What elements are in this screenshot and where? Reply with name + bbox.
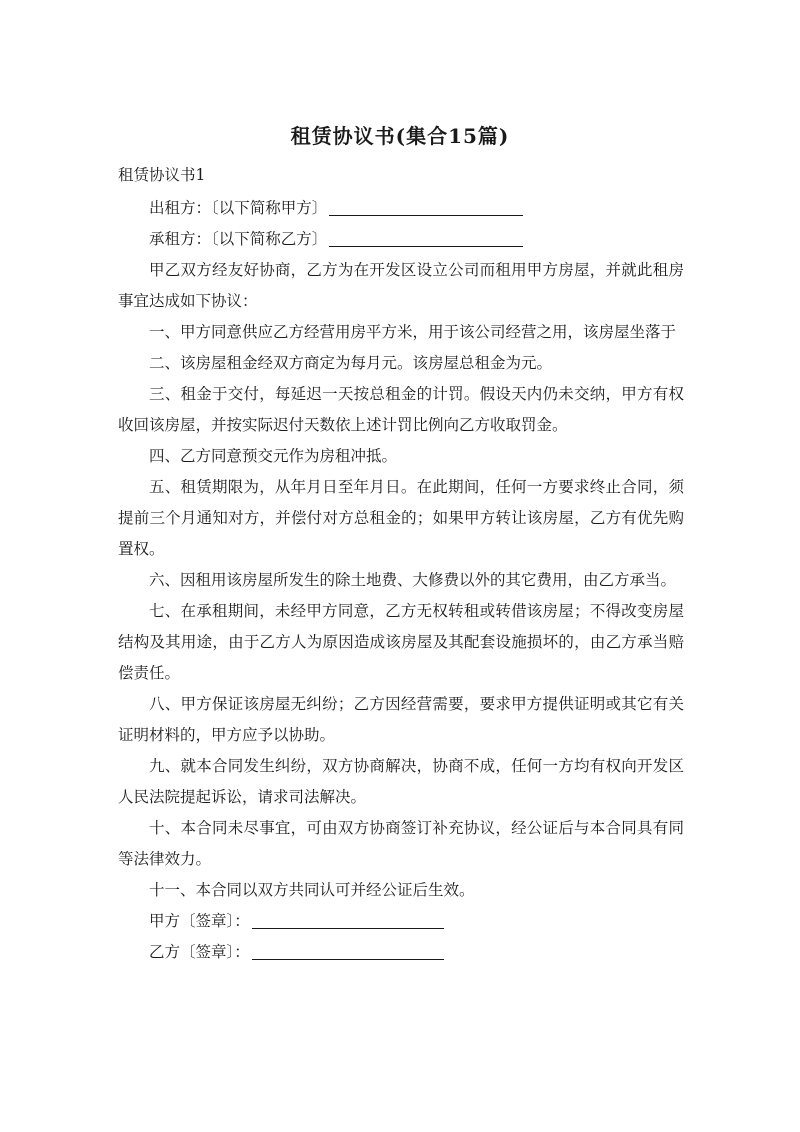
clause-11: 十一、本合同以双方共同认可并经公证后生效。 (149, 881, 475, 899)
section-heading: 租赁协议书1 (118, 166, 206, 184)
clause-5: 五、租赁期限为，从年月日至年月日。在此期间，任何一方要求终止合同，须提前三个月通知对方，并偿付对方总租金的；如果甲方转让该房屋，乙方有优先购置权。 (118, 478, 684, 558)
lessee-label: 承租方：〔以下简称乙方〕 (149, 230, 328, 248)
lessor-line (118, 193, 684, 224)
clause-6: 六、因租用该房屋所发生的除土地费、大修费以外的其它费用，由乙方承当。 (149, 571, 677, 589)
party-b-sign-label: 乙方〔签章〕： (149, 943, 250, 961)
clause-1: 一、甲方同意供应乙方经营用房平方米，用于该公司经营之用，该房屋坐落于 (149, 323, 677, 341)
clause-8: 八、甲方保证该房屋无纠纷；乙方因经营需要，要求甲方提供证明或其它有关证明材料的，甲方应予以协助。 (118, 695, 684, 744)
clause-7: 七、在承租期间，未经甲方同意，乙方无权转租或转借该房屋；不得改变房屋结构及其用途，由于乙方人为原因造成该房屋及其配套设施损坏的，由乙方承当赔偿责任。 (118, 602, 684, 682)
party-b-signature-line (118, 937, 684, 968)
lessor-blank (329, 197, 523, 216)
clause-2: 二、该房屋租金经双方商定为每月元。该房屋总租金为元。 (149, 354, 553, 372)
clause-10: 十、本合同未尽事宜，可由双方协商签订补充协议，经公证后与本合同具有同等法律效力。 (118, 819, 684, 868)
lessor-label: 出租方：〔以下简称甲方〕 (149, 199, 328, 217)
party-b-signature-blank (252, 941, 444, 960)
document-body (118, 193, 684, 968)
clause-3: 三、租金于交付，每延迟一天按总租金的计罚。假设天内仍未交纳，甲方有权收回该房屋，并按实际迟付天数依上述计罚比例向乙方收取罚金。 (118, 385, 684, 434)
clause-9: 九、就本合同发生纠纷，双方协商解决，协商不成，任何一方均有权向开发区人民法院提起诉讼，请求司法解决。 (118, 757, 684, 806)
document-title: 租赁协议书(集合15篇) (290, 124, 510, 148)
party-a-signature-blank (252, 910, 444, 929)
paragraph-intro: 甲乙双方经友好协商，乙方为在开发区设立公司而租用甲方房屋，并就此租房事宜达成如下协议： (118, 261, 684, 310)
lessee-blank (329, 228, 523, 247)
lessee-line (118, 224, 684, 255)
clause-4: 四、乙方同意预交元作为房租冲抵。 (149, 447, 398, 465)
party-a-sign-label: 甲方〔签章〕： (149, 912, 250, 930)
party-a-signature-line (118, 906, 684, 937)
